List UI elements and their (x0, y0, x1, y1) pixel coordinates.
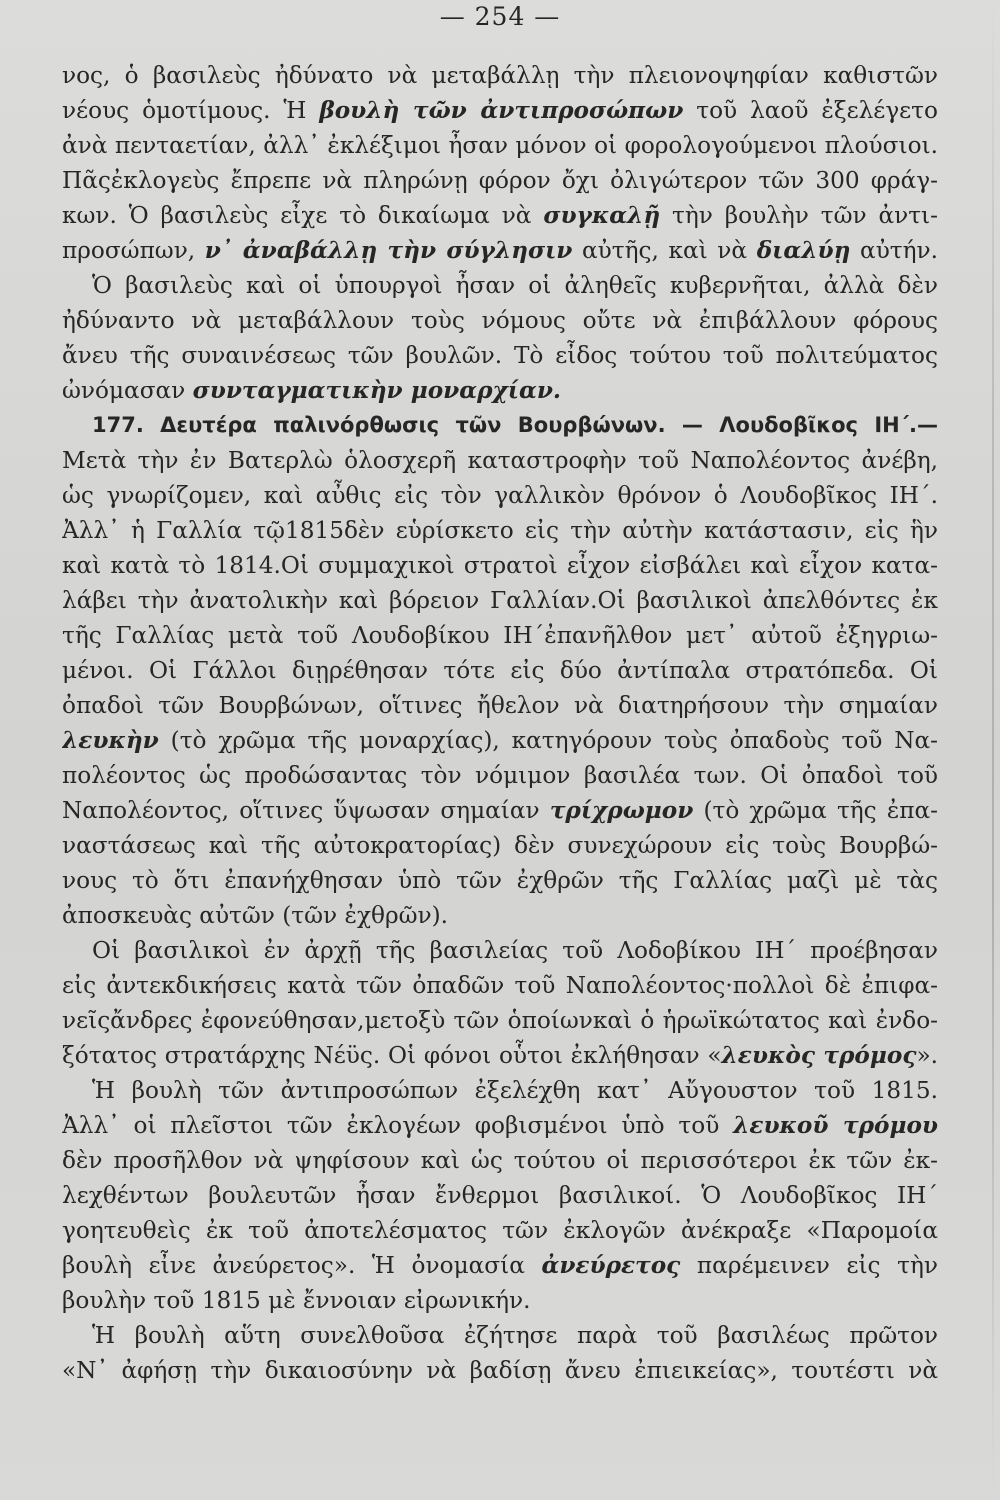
text-line (62, 898, 938, 933)
text-line (62, 198, 938, 233)
line-text: νος, ὁ βασιλεὺς ἠδύνατο νὰ μεταβάλλῃ τὴν πλειονοψηφίαν καθιστῶν (62, 62, 938, 89)
emphasized-term: συγκαλῇ (543, 202, 661, 229)
text-line (62, 338, 938, 373)
line-text: ὀπαδοὶ τῶν Βουρβώνων, οἵτινες ἤθελον νὰ διατηρήσουν τὴν σημαίαν (62, 692, 938, 719)
text-line (62, 233, 938, 268)
line-text: πολέοντος ὡς προδώσαντας τὸν νόμιμον βασιλέα των. Οἱ ὀπαδοὶ τοῦ (62, 762, 938, 789)
text-line (62, 93, 938, 128)
line-text: μένοι. Οἱ Γάλλοι διῃρέθησαν τότε εἰς δύο ἀντίπαλα στρατόπεδα. Οἱ (62, 657, 938, 684)
text-line (62, 548, 938, 583)
text-line (62, 268, 938, 303)
page-edge-shadow (992, 0, 994, 1500)
text-line (62, 1213, 938, 1248)
emphasized-term: ἀνεύρετος (541, 1252, 681, 1279)
text-line (62, 128, 938, 163)
emphasized-term: τρίχρωμον (549, 797, 694, 824)
text-line (62, 1108, 938, 1143)
text-line (62, 163, 938, 198)
text-line (62, 1248, 938, 1283)
line-text: νεῖςἄνδρες ἐφονεύθησαν,μετοξὺ τῶν ὁποίωνκαὶ ὁ ἡρωϊκώτατος καὶ ἐνδο- (62, 1007, 938, 1034)
line-text: Ὁ βασιλεὺς καὶ οἱ ὑπουργοὶ ἦσαν οἱ ἀληθεῖς κυβερνῆται, ἀλλὰ δὲν (92, 272, 938, 299)
line-text: ἄνευ τῆς συναινέσεως τῶν βουλῶν. Τὸ εἶδος τούτου τοῦ πολιτεύματος (62, 342, 938, 369)
line-text: τοῦ λαοῦ ἐξελέγετο (683, 97, 938, 124)
line-text: ξότατος στρατάρχης Νέϋς. Οἱ φόνοι οὗτοι ἐκλήθησαν « (62, 1042, 722, 1069)
line-text: ὠνόμασαν (62, 377, 193, 404)
text-line (62, 828, 938, 863)
line-text: κων. Ὁ βασιλεὺς εἶχε τὸ δικαίωμα νὰ (62, 202, 544, 229)
text-line (62, 1038, 938, 1073)
text-line (62, 863, 938, 898)
text-line (62, 1178, 938, 1213)
text-line (62, 1353, 938, 1388)
line-text: Οἱ βασιλικοὶ ἐν ἀρχῇ τῆς βασιλείας τοῦ Λοδοβίκου ΙΗ΄ προέβησαν (92, 937, 938, 964)
line-text: αὐτήν. (850, 237, 938, 264)
line-text: γοητευθεὶς ἐκ τοῦ ἀποτελέσματος τῶν ἐκλογῶν ἀνέκραξε «Παρομοία (62, 1217, 938, 1244)
line-text: Ἡ βουλὴ αὕτη συνελθοῦσα ἐζήτησε παρὰ τοῦ βασιλέως πρῶτον (92, 1322, 938, 1349)
line-text: «Ν᾽ ἀφήσῃ τὴν δικαιοσύνην νὰ βαδίσῃ ἄνευ ἐπιεικείας», τουτέστι νὰ (62, 1357, 938, 1384)
text-line (62, 793, 938, 828)
text-line (62, 653, 938, 688)
line-text: Μετὰ τὴν ἐν Βατερλὼ ὁλοσχερῆ καταστροφὴν τοῦ Ναπολέοντος ἀνέβη, (62, 447, 938, 474)
line-text: ἀποσκευὰς αὐτῶν (τῶν ἐχθρῶν). (62, 902, 449, 929)
text-line (62, 1003, 938, 1038)
section-heading-text: 177. Δευτέρα παλινόρθωσις τῶν Βουρβώνων. — Λουδοβῖκος ΙΗ΄.— (92, 413, 938, 437)
emphasized-term: συνταγματικὴν μοναρχίαν. (192, 377, 561, 404)
text-line (62, 513, 938, 548)
line-text: λεχθέντων βουλευτῶν ἦσαν ἔνθερμοι βασιλικοί. Ὁ Λουδοβῖκος ΙΗ΄ (62, 1182, 938, 1209)
section-heading (62, 408, 938, 443)
line-text: Πᾶςἐκλογεὺς ἔπρεπε νὰ πληρώνῃ φόρον ὄχι ὀλιγώτερον τῶν 300 φράγ- (62, 167, 938, 194)
line-text: Ἀλλ᾽ ἡ Γαλλία τῷ1815δὲν εὑρίσκετο εἰς τὴν αὐτὴν κατάστασιν, εἰς ἣν (62, 517, 938, 544)
line-text: τὴν βουλὴν τῶν ἀντι- (660, 202, 938, 229)
line-text: Ἀλλ᾽ οἱ πλεῖστοι τῶν ἐκλογέων φοβισμένοι ὑπὸ τοῦ (62, 1112, 734, 1139)
emphasized-term: λευκὸς τρόμος (721, 1042, 917, 1069)
line-text: ἀνὰ πενταετίαν, ἀλλ᾽ ἐκλέξιμοι ἦσαν μόνον οἱ φορολογούμενοι πλούσιοι. (62, 132, 938, 159)
text-line (62, 1143, 938, 1178)
text-line (62, 688, 938, 723)
text-line (62, 758, 938, 793)
text-line (62, 443, 938, 478)
line-text: βουλὴ εἶνε ἀνεύρετος». Ἡ ὀνομασία (62, 1252, 542, 1279)
emphasized-term: βουλὴ τῶν ἀντιπροσώπων (319, 97, 684, 124)
line-text: τῆς Γαλλίας μετὰ τοῦ Λουδοβίκου ΙΗ΄ἐπανῆλθον μετ᾽ αὐτοῦ ἐξηγριω- (62, 622, 938, 649)
line-text: ὡς γνωρίζομεν, καὶ αὖθις εἰς τὸν γαλλικὸν θρόνον ὁ Λουδοβῖκος ΙΗ΄. (62, 482, 938, 509)
emphasized-term: ν᾽ ἀναβάλλῃ τὴν σύγλησιν (204, 237, 573, 264)
line-text: καὶ κατὰ τὸ 1814.Οἱ συμμαχικοὶ στρατοὶ εἶχον εἰσβάλει καὶ εἶχον κατα- (62, 552, 938, 579)
line-text: λάβει τὴν ἀνατολικὴν καὶ βόρειον Γαλλίαν.Οἱ βασιλικοὶ ἀπελθόντες ἐκ (62, 587, 938, 614)
line-text: ναστάσεως καὶ τῆς αὐτοκρατορίας) δὲν συνεχώρουν εἰς τοὺς Βουρβώ- (62, 832, 938, 859)
emphasized-term: λευκὴν (62, 727, 159, 754)
line-text: Ναπολέοντος, οἵτινες ὕψωσαν σημαίαν (62, 797, 550, 824)
text-line (62, 1318, 938, 1353)
line-text: βουλὴν τοῦ 1815 μὲ ἔννοιαν εἰρωνικήν. (62, 1287, 531, 1314)
text-line (62, 303, 938, 338)
line-text: (τὸ χρῶμα τῆς ἐπα- (693, 797, 938, 824)
text-line (62, 373, 938, 408)
line-text: (τὸ χρῶμα τῆς μοναρχίας), κατηγόρουν τοὺς ὀπαδοὺς τοῦ Να- (158, 727, 938, 754)
text-line (62, 583, 938, 618)
text-line (62, 478, 938, 513)
page-number: — 254 — (439, 2, 561, 31)
line-text: αὐτῆς, καὶ νὰ (572, 237, 757, 264)
line-text: νέους ὁμοτίμους. Ἡ (62, 97, 320, 124)
line-text: ἠδύναντο νὰ μεταβάλλουν τοὺς νόμους οὔτε νὰ ἐπιβάλλουν φόρους (62, 307, 938, 334)
emphasized-term: διαλύῃ (756, 237, 851, 264)
line-text: εἰς ἀντεκδικήσεις κατὰ τῶν ὀπαδῶν τοῦ Ναπολέοντος·πολλοὶ δὲ ἐπιφα- (62, 972, 938, 999)
body-text (62, 58, 938, 1388)
line-text: δὲν προσῆλθον νὰ ψηφίσουν καὶ ὡς τούτου οἱ περισσότεροι ἐκ τῶν ἐκ- (62, 1147, 938, 1174)
text-line (62, 723, 938, 758)
text-line (62, 1073, 938, 1108)
text-line (62, 968, 938, 1003)
text-line (62, 933, 938, 968)
line-text: ». (916, 1042, 938, 1069)
text-line (62, 1283, 938, 1318)
line-text: νους τὸ ὅτι ἐπανήχθησαν ὑπὸ τῶν ἐχθρῶν τῆς Γαλλίας μαζὶ μὲ τὰς (62, 867, 938, 894)
line-text: προσώπων, (62, 237, 205, 264)
emphasized-term: λευκοῦ τρόμου (733, 1112, 938, 1139)
text-line (62, 58, 938, 93)
line-text: Ἡ βουλὴ τῶν ἀντιπροσώπων ἐξελέχθη κατ᾽ Αὔγουστον τοῦ 1815. (92, 1077, 938, 1104)
text-line (62, 618, 938, 653)
line-text: παρέμεινεν εἰς τὴν (680, 1252, 938, 1279)
